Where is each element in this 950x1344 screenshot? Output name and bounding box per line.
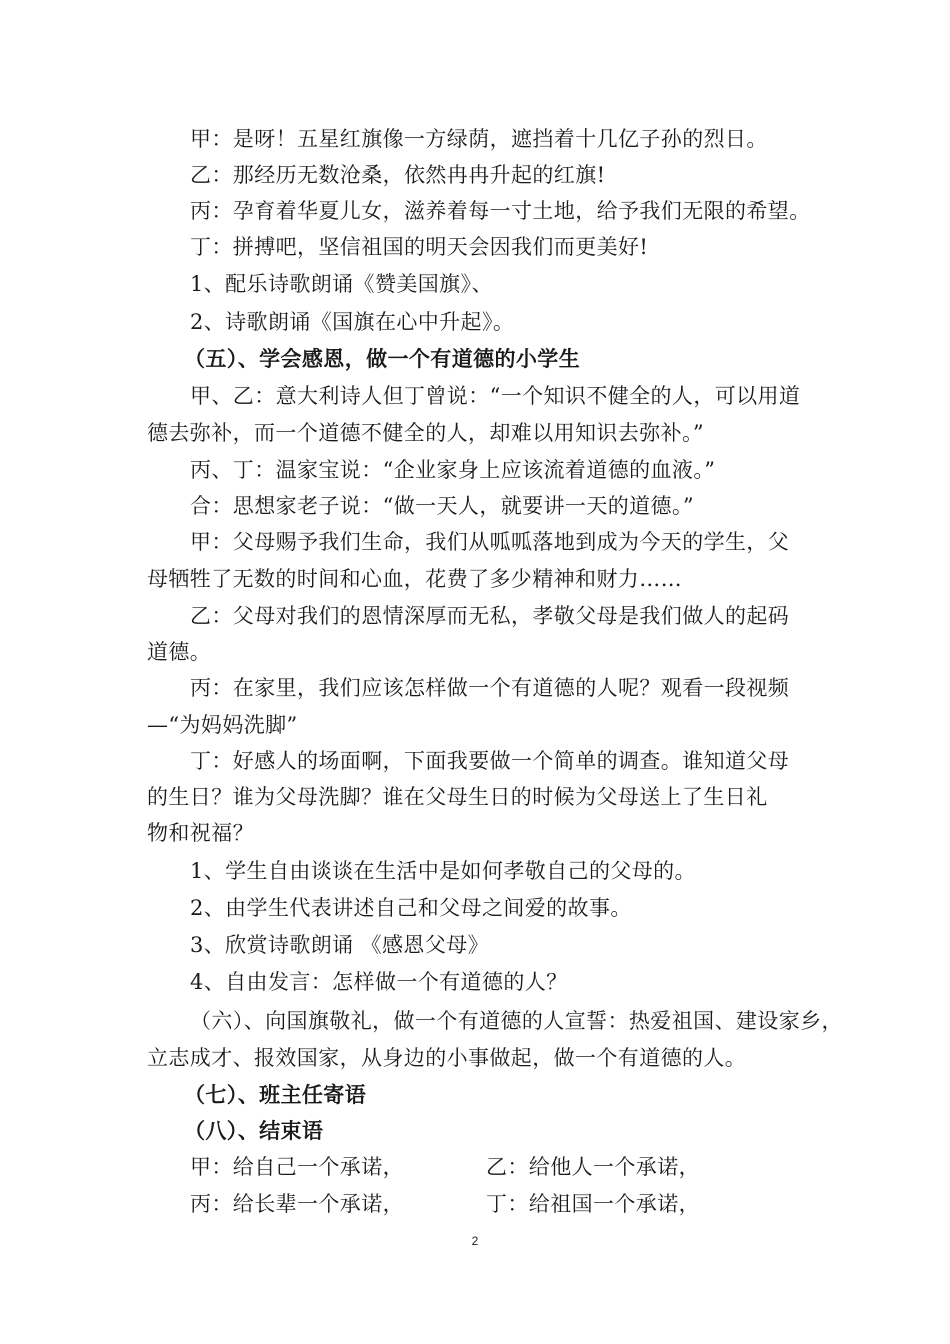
- list-item: 4、自由发言：怎样做一个有道德的人？: [190, 970, 568, 994]
- dialogue-line: 的生日？谁为父母洗脚？谁在父母生日的时候为父母送上了生日礼: [147, 785, 768, 809]
- page-number: 2: [471, 1234, 479, 1248]
- dialogue-line: 丙：给长辈一个承诺，: [190, 1192, 404, 1216]
- dialogue-line: 丙：孕育着华夏儿女，滋养着每一寸土地，给予我们无限的希望。: [190, 199, 811, 223]
- dialogue-line: 道德。: [147, 640, 212, 664]
- dialogue-line: 乙：那经历无数沧桑，依然冉冉升起的红旗!: [190, 163, 606, 187]
- list-item: 3、欣赏诗歌朗诵 《感恩父母》: [190, 933, 490, 957]
- body-line: （六）、向国旗敬礼，做一个有道德的人宣誓：热爱祖国、建设家乡，: [190, 1009, 843, 1033]
- list-item: 1、配乐诗歌朗诵《赞美国旗》、: [190, 272, 493, 296]
- section-heading: （五）、学会感恩，做一个有道德的小学生: [184, 346, 581, 371]
- dialogue-line: 合：思想家老子说：“做一天人，就要讲一天的道德。”: [190, 494, 694, 518]
- dialogue-line: 德去弥补，而一个道德不健全的人，却难以用知识去弥补。”: [147, 421, 705, 445]
- dialogue-line: 甲：给自己一个承诺，: [190, 1155, 404, 1179]
- dialogue-line: —“为妈妈洗脚”: [147, 713, 298, 737]
- list-item: 2、诗歌朗诵《国旗在心中升起》。: [190, 310, 515, 334]
- dialogue-line: 物和祝福？: [147, 821, 254, 845]
- section-heading: （八）、结束语: [184, 1118, 324, 1143]
- dialogue-line: 甲：父母赐予我们生命，我们从呱呱落地到成为今天的学生，父: [190, 530, 790, 554]
- section-heading: （七）、班主任寄语: [184, 1082, 367, 1107]
- dialogue-line: 乙：给他人一个承诺，: [486, 1155, 700, 1179]
- body-line: 立志成才、报效国家，从身边的小事做起，做一个有道德的人。: [147, 1046, 747, 1070]
- dialogue-line: 甲、乙：意大利诗人但丁曾说：“一个知识不健全的人，可以用道: [190, 384, 801, 408]
- dialogue-line: 甲：是呀！五星红旗像一方绿荫，遮挡着十几亿子孙的烈日。: [190, 127, 768, 151]
- dialogue-line: 乙：父母对我们的恩情深厚而无私，孝敬父母是我们做人的起码: [190, 604, 790, 628]
- dialogue-line: 丁：好感人的场面啊，下面我要做一个简单的调查。谁知道父母: [190, 749, 790, 773]
- dialogue-line: 母牺牲了无数的时间和心血，花费了多少精神和财力……: [147, 567, 682, 591]
- dialogue-line: 丙：在家里，我们应该怎样做一个有道德的人呢？观看一段视频: [190, 676, 790, 700]
- list-item: 1、学生自由谈谈在生活中是如何孝敬自己的父母的。: [190, 859, 696, 883]
- dialogue-line: 丁：给祖国一个承诺，: [486, 1192, 700, 1216]
- dialogue-line: 丙、丁：温家宝说：“企业家身上应该流着道德的血液。”: [190, 458, 716, 482]
- dialogue-line: 丁：拼搏吧，坚信祖国的明天会因我们而更美好!: [190, 235, 649, 259]
- list-item: 2、由学生代表讲述自己和父母之间爱的故事。: [190, 896, 632, 920]
